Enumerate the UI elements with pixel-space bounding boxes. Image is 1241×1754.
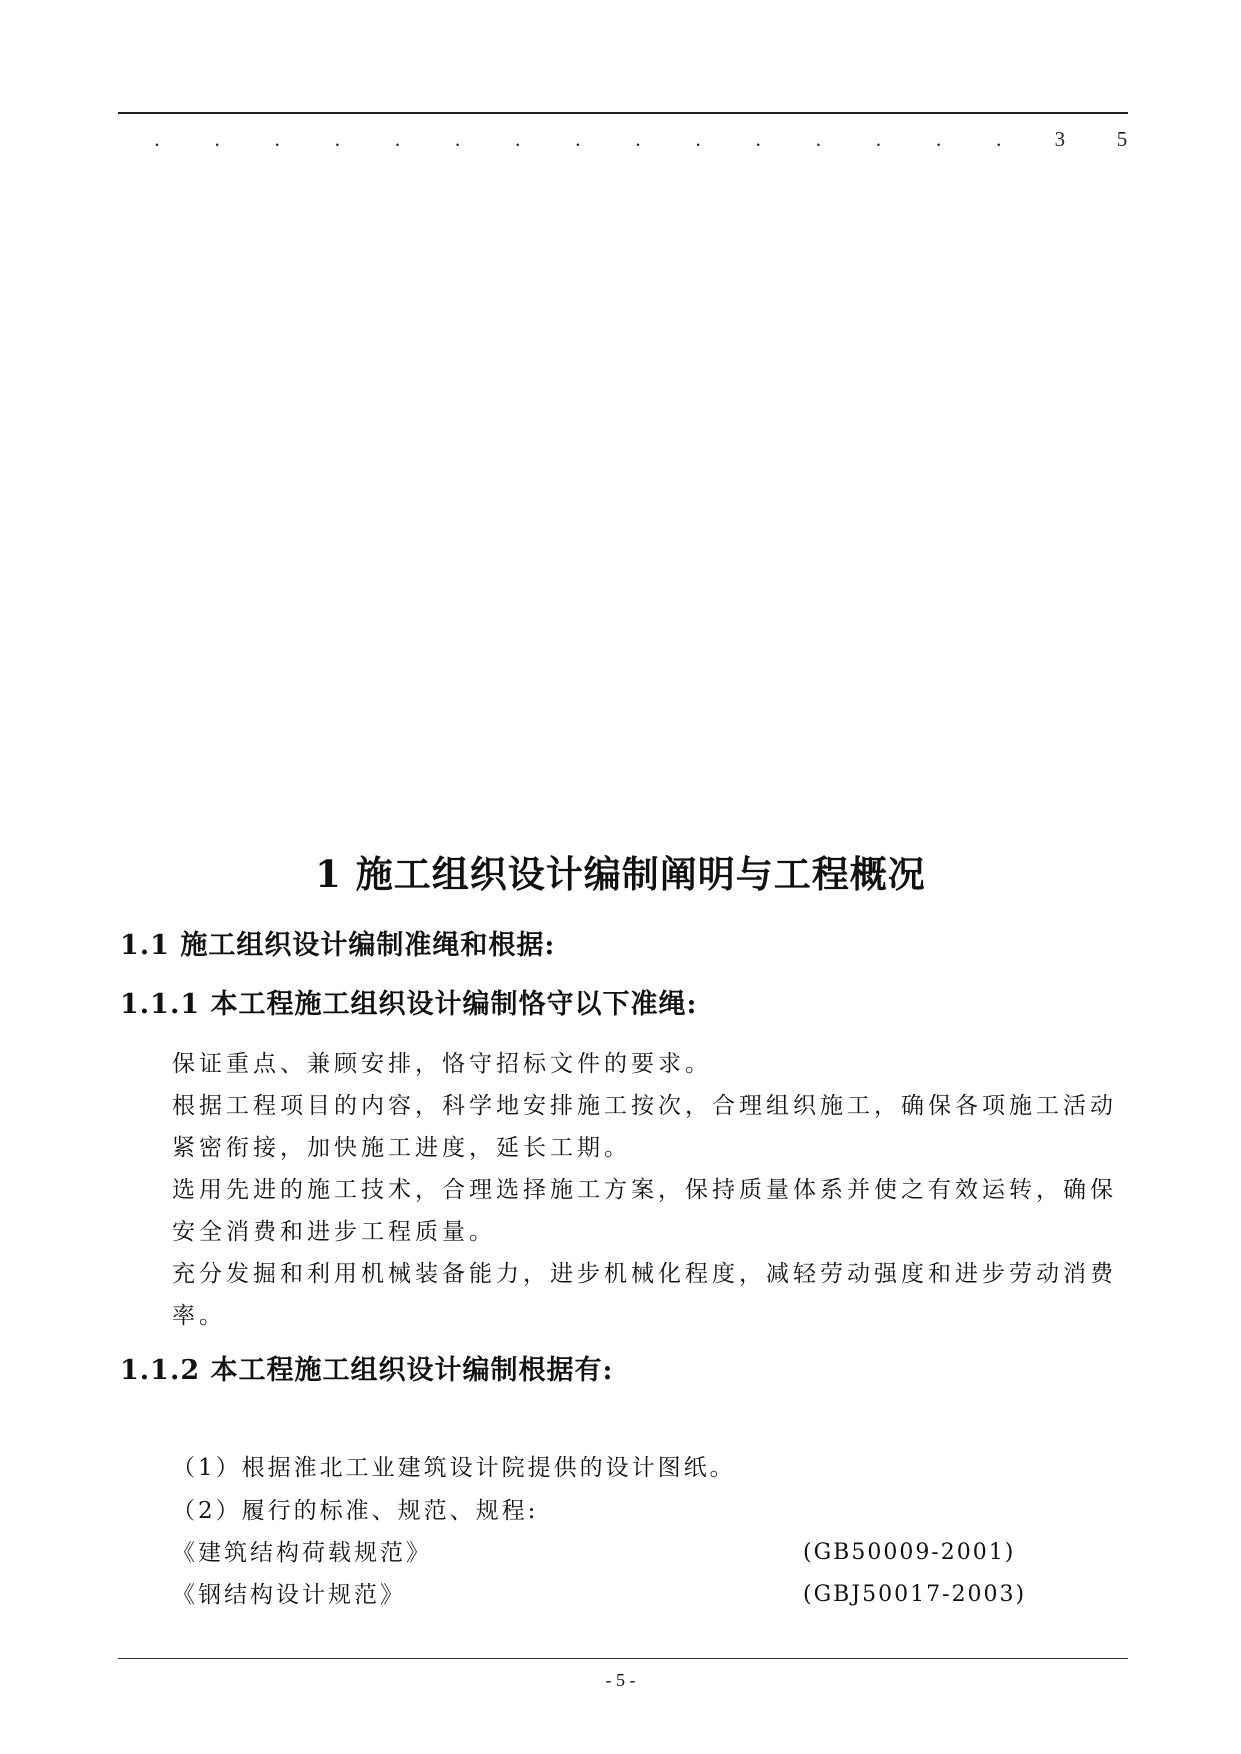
toc-leader-row	[150, 124, 1130, 154]
leader-dot: .	[575, 126, 581, 151]
principle-paragraph	[120, 1085, 1130, 1169]
paragraph-text: 根据工程项目的内容，科学地安排施工按次，合理组织施工，确保各项施工活动紧密衔接，加快施工进度，延长工期。	[172, 1093, 1117, 1161]
page-number: - 5 -	[605, 1670, 636, 1690]
standard-code: (GB50009-2001)	[803, 1540, 1016, 1565]
toc-page-digit: 3	[1054, 126, 1066, 151]
leader-dot: .	[936, 126, 942, 151]
principle-paragraph	[120, 1253, 1130, 1337]
toc-page-digit: 5	[1116, 126, 1128, 151]
leader-dot: .	[515, 126, 521, 151]
section-heading-1-1-2: 1.1.2 本工程施工组织设计编制根据有:	[120, 1355, 614, 1386]
principle-paragraph	[120, 1043, 1130, 1085]
leader-dot: .	[875, 126, 882, 151]
leader-dot: .	[334, 126, 340, 151]
leader-dot: .	[635, 126, 641, 151]
leader-dot: .	[274, 126, 280, 151]
standard-title: 《钢结构设计规范》	[172, 1582, 406, 1608]
leader-dot: .	[755, 126, 761, 151]
basis-item: （2）履行的标准、规范、规程:	[172, 1498, 539, 1524]
standard-code: (GBJ50017-2003)	[803, 1582, 1027, 1607]
paragraph-text: 选用先进的施工技术，合理选择施工方案，保持质量体系并使之有效运转，确保安全消费和进步工程质量。	[172, 1177, 1117, 1245]
paragraph-text: 充分发掘和利用机械装备能力，进步机械化程度，减轻劳动强度和进步劳动消费率。	[172, 1261, 1117, 1329]
leader-dot: .	[394, 126, 401, 151]
chapter-title: 1 施工组织设计编制阐明与工程概况	[315, 852, 926, 896]
paragraph-text: 保证重点、兼顾安排，恪守招标文件的要求。	[172, 1051, 712, 1077]
principle-paragraph	[120, 1169, 1130, 1253]
leader-dot: .	[695, 126, 701, 151]
section-heading-1-1: 1.1 施工组织设计编制准绳和根据:	[120, 930, 556, 961]
section-heading-1-1-1: 1.1.1 本工程施工组织设计编制恪守以下准绳:	[120, 989, 698, 1020]
standard-title: 《建筑结构荷载规范》	[172, 1540, 432, 1566]
leader-dot: .	[996, 126, 1002, 151]
basis-item: （1）根据淮北工业建筑设计院提供的设计图纸。	[172, 1455, 736, 1481]
leader-dot: .	[815, 126, 821, 151]
header-rule	[118, 112, 1128, 114]
leader-dot: .	[154, 126, 160, 151]
footer-rule	[118, 1658, 1128, 1659]
leader-dot: .	[214, 126, 220, 151]
leader-dot: .	[455, 126, 461, 151]
